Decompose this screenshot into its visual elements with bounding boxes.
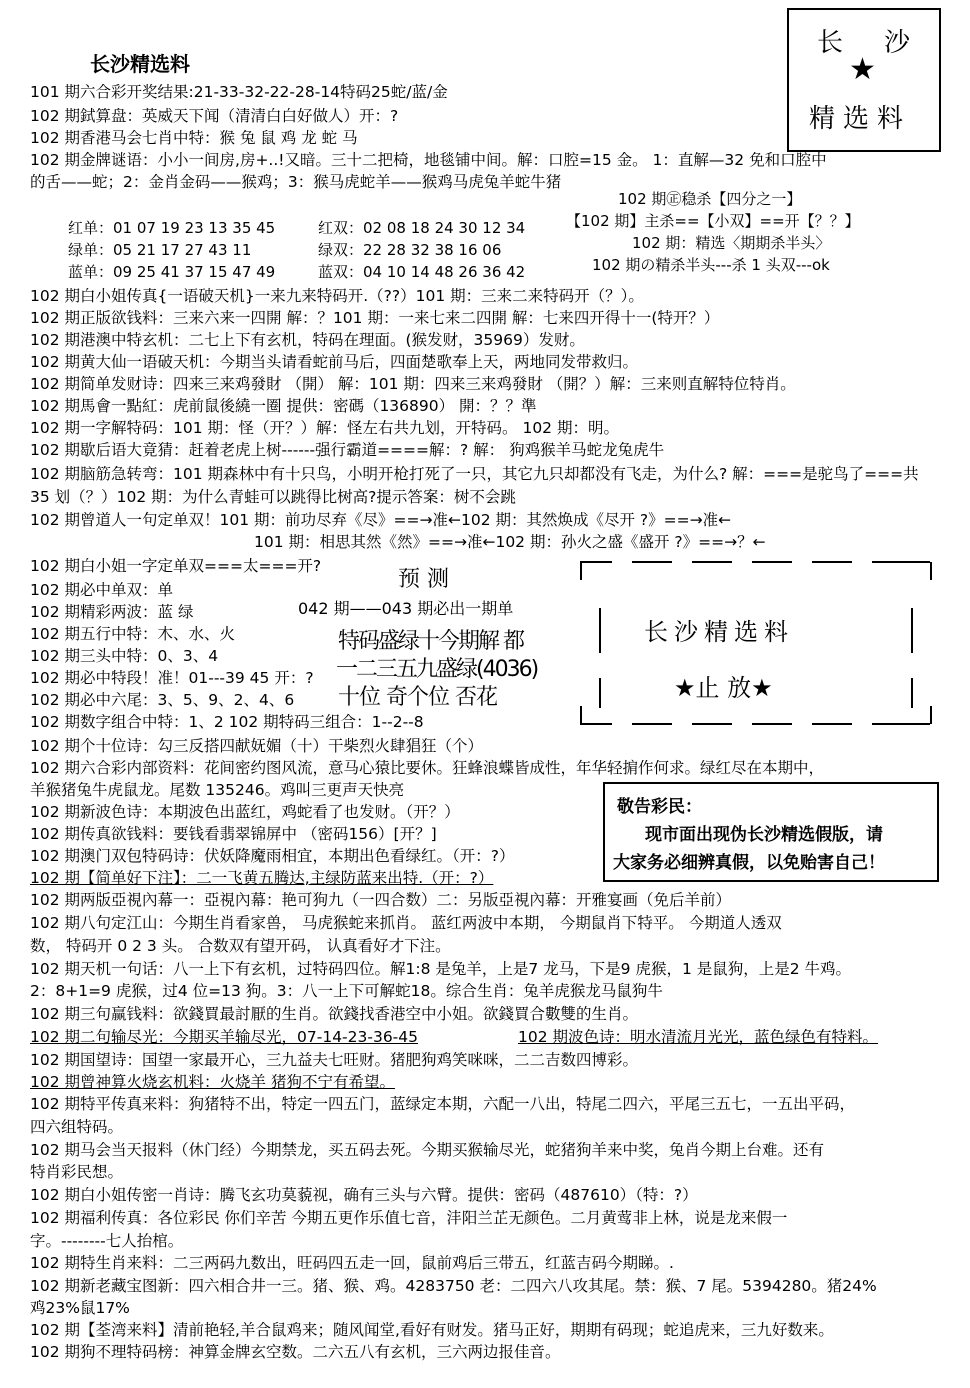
- text-line: 102 期鉽算盘：英威天下闻（清清白白好做人）开：?: [30, 107, 399, 125]
- text-line: 102 期馬會一點紅：虎前鼠後繞一圈 提供：密碼（136890） 開：？？準: [30, 397, 537, 415]
- text-line: 102 期天机一句话：八一上下有玄机，过特码四位。解1:8 是兔羊，上是7 龙马，下是9 虎猴，1 是鼠狗，上是2 牛鸡。: [30, 960, 852, 978]
- text-line: 102 期简单发财诗：四来三来鸡發財 （開） 解：101 期：四来三来鸡發財 （開？）解：三来则直解特位特肖。: [30, 375, 796, 393]
- predict-line: 十位 奇个位 否花: [338, 685, 497, 710]
- numbers-blue-single: 蓝单：09 25 41 37 15 47 49: [68, 263, 276, 281]
- text-line: 102 期特生肖来料：二三两码九数出，旺码四五走一回，鼠前鸡后三带五，红蓝吉码今期睇。.: [30, 1254, 674, 1272]
- predict-line: 一二三五九盛绿(4036): [336, 657, 538, 682]
- numbers-red-double: 红双：02 08 18 24 30 12 34: [318, 219, 526, 237]
- predict-line: 特码盛绿十今期解 都: [338, 629, 523, 654]
- text-line: 102 期八句定江山：今期生肖看家兽， 马虎猴蛇来抓肖。 蓝红两波中本期， 今期鼠肖下特平。 今期道人透双: [30, 914, 782, 932]
- text-line: 102 期三句赢钱料：欲錢買最討厭的生肖。欲錢找香港空中小姐。欲錢買合數雙的生肖。: [30, 1005, 639, 1023]
- text-line: 102 期五行中特：木、水、火: [30, 625, 236, 643]
- text-line: 102 期三头中特：0、3、4: [30, 647, 219, 665]
- text-line: 102 期福利传真：各位彩民 你们辛苦 今期五更作乐值七音，沣阳兰芷无颜色。二月黄莺非上林，说是龙来假一: [30, 1209, 788, 1227]
- text-line: 102 期曾道人一句定单双！101 期：前功尽弃《尽》==→准←102 期：其然焕成《尽开 ?》==→准←: [30, 511, 732, 529]
- warning-box: [603, 782, 939, 882]
- frame-note: ★止 放★: [674, 674, 773, 702]
- text-line: 102 期国望诗：国望一家最开心，三九益夫七旺财。猪肥狗鸡笑咪咪，二二吉数四博彩。: [30, 1051, 639, 1069]
- text-line: 102 期正版欲钱料：三来六来一四開 解：？101 期：一来七来二四開 解：七来四开得十一(特开？）: [30, 309, 720, 327]
- text-line: 102 期一字解特码：101 期：怪（开？）解：怪左右共九划，开特码。 102 期：明。: [30, 419, 619, 437]
- text-line: 102 期精彩两波：蓝 绿: [30, 603, 194, 621]
- page-title: 长沙精选料: [90, 52, 190, 76]
- text-line: 102 期两版亞視內幕一：亞視內幕：艳可狗九（一四合数）二：另版亞視內幕：开雅宴画（免后羊前）: [30, 891, 732, 909]
- text-line: 102 期数字组合中特：1、2 102 期特码三组合：1--2--8: [30, 713, 424, 731]
- text-line: 101 期六合彩开奖结果:21-33-32-22-28-14特码25蛇/蓝/金: [30, 83, 448, 101]
- text-line: 102 期波色诗：明水清流月光光，蓝色绿色有特料。: [518, 1028, 879, 1046]
- numbers-green-single: 绿单：05 21 17 27 43 11: [68, 241, 252, 259]
- text-line: 数， 特码开 0 2 3 头。 合数双有望开码， 认真看好才下注。: [30, 937, 451, 955]
- text-line: 101 期：相思其然《然》==→准←102 期：孙火之盛《盛开 ?》==→？←: [254, 533, 766, 551]
- brand-frame: [580, 558, 932, 728]
- text-line: 102 期二句输尽光：今期买羊输尽光，07-14-23-36-45: [30, 1028, 419, 1046]
- text-line: 字。--------七人抬棺。: [30, 1232, 184, 1250]
- predict-subtitle: 042 期——043 期必出一期单: [298, 599, 514, 618]
- text-line: 102 期【简单好下注】：二一飞黄五腾达,主绿防蓝来出特.（开：?）: [30, 869, 494, 887]
- text-line: 102 期白小姐传真{一语破天机}一来九来特码开.（??）101 期：三来二来特码开（？）。: [30, 287, 644, 305]
- text-line: 四六组特码。: [30, 1118, 124, 1136]
- text-line: 鸡23%鼠17%: [30, 1299, 130, 1317]
- text-line: 102 期黄大仙一语破天机：今期当头请看蛇前马后，四面楚歌奉上天，两地同发带救归。: [30, 353, 639, 371]
- numbers-blue-double: 蓝双：04 10 14 48 26 36 42: [318, 263, 526, 281]
- logo-box: [787, 8, 941, 152]
- text-line: 102 期香港马会七肖中特：猴 兔 鼠 鸡 龙 蛇 马: [30, 129, 358, 147]
- text-line: 102 期必中六尾：3、5、9、2、4、6: [30, 691, 295, 709]
- text-line: 102 期特平传真来料：狗猪特不出，特定一四五门，蓝绿定本期，六配一八出，特尾二四六，平尾三五七，一五出平码，: [30, 1095, 856, 1113]
- text-line: 102 期六合彩内部资料：花间密约图风流，意马心猿比要休。狂蜂浪蝶皆成性，年华轻掮作何求。绿红尽在本期中，: [30, 759, 825, 777]
- numbers-red-single: 红单：01 07 19 23 13 35 45: [68, 219, 276, 237]
- logo-text: 精选料: [809, 104, 912, 134]
- logo-char-sha: 沙: [884, 28, 911, 58]
- text-line: 102 期传真欲钱料：要钱看翡翠锦屏中 （密码156）[开？]: [30, 825, 437, 843]
- text-line: 102 期个十位诗：勾三反搭四献妩媚（十）干柴烈火肆猖狂（个）: [30, 737, 484, 755]
- text-line: 102 期马会当天报料（休门经）今期禁龙，买五码去死。今期买猴输尽光，蛇猪狗羊来中奖，兔肖今期上台难。还有: [30, 1141, 825, 1159]
- numbers-green-double: 绿双：22 28 32 38 16 06: [318, 241, 502, 259]
- text-line: 102 期曾神算火烧玄机料：火烧羊 猪狗不宁有希望。: [30, 1073, 395, 1091]
- text-line: 102 期【荃湾来料】清前艳轻,羊合鼠鸡来；随风闻堂,看好有财发。猪马正好，期期有码现；蛇追虎来，三九好数来。: [30, 1321, 834, 1339]
- text-line: 102 期白小姐一字定单双===太===开?: [30, 557, 322, 575]
- warning-heading: 敬告彩民：: [617, 797, 702, 817]
- text-line: 特肖彩民想。: [30, 1163, 124, 1181]
- right-line: 102 期の精杀半头---杀 1 头双---ok: [592, 256, 830, 274]
- text-line: 102 期新波色诗：本期波色出蓝红，鸡蛇看了也发财。（开？）: [30, 803, 460, 821]
- text-line: 102 期狗不理特码榜：神算金牌玄空数。二六五八有玄机，三六两边报佳音。: [30, 1343, 561, 1361]
- text-line: 102 期必中特段！准！01---39 45 开：?: [30, 669, 314, 687]
- text-line: 102 期脑筋急转弯：101 期森林中有十只鸟，小明开枪打死了一只，其它九只却都没有飞走，为什么? 解：===是驼鸟了===共: [30, 465, 919, 483]
- text-line: 102 期必中单双：单: [30, 581, 174, 599]
- logo-char-chang: 长: [817, 28, 844, 58]
- text-line: 羊猴猪兔牛虎鼠龙。尾数 135246。鸡叫三更声天快亮: [30, 781, 405, 799]
- right-line: 102 期㊣稳杀【四分之一】: [618, 190, 802, 208]
- text-line: 102 期澳门双包特码诗：伏妖降魔雨相宜，本期出色看绿红。（开：?）: [30, 847, 515, 865]
- right-line: 【102 期】主杀==【小双】==开【？？】: [566, 212, 860, 230]
- text-line: 的舌——蛇；2：金肖金码——猴鸡；3：猴马虎蛇羊——猴鸡马虎兔羊蛇牛猪: [30, 173, 562, 191]
- warning-body: 大家务必细辨真假，以免贻害自己！: [613, 853, 885, 873]
- text-line: 102 期白小姐传密一肖诗：腾飞玄功莫藐视，确有三头与六臂。提供：密码（487610）（特：?）: [30, 1186, 698, 1204]
- frame-brand-name: 长沙精选料: [644, 618, 794, 646]
- text-line: 35 划（？）102 期：为什么青蛙可以跳得比树高?提示答案：树不会跳: [30, 488, 516, 506]
- text-line: 102 期新老藏宝图新：四六相合井一三。猪、猴、鸡。4283750 老：二四六八攻其尾。禁：猴、7 尾。5394280。猪24%: [30, 1277, 877, 1295]
- star-icon: ★: [849, 52, 876, 87]
- text-line: 102 期金牌谜语：小小一间房,房+..!又暗。三十二把椅，地毯铺中间。解：口腔=15 金。 1：直解—32 免和口腔中: [30, 151, 827, 169]
- text-line: 102 期港澳中特玄机：二七上下有玄机，特码在理面。(猴发财，35969）发财。: [30, 331, 585, 349]
- right-line: 102 期：精选〈期期杀半头〉: [632, 234, 831, 252]
- text-line: 2：8+1=9 虎猴，过4 位=13 狗。3：八一上下可解蛇18。综合生肖：兔羊虎猴龙马鼠狗牛: [30, 982, 663, 1000]
- predict-title: 预 测: [398, 567, 449, 592]
- warning-body: 现市面出现伪长沙精选假版，请: [645, 825, 883, 845]
- text-line: 102 期歇后语大竟猜：赶着老虎上树------强行霸道====解：? 解： 狗鸡猴羊马蛇龙兔虎牛: [30, 441, 665, 459]
